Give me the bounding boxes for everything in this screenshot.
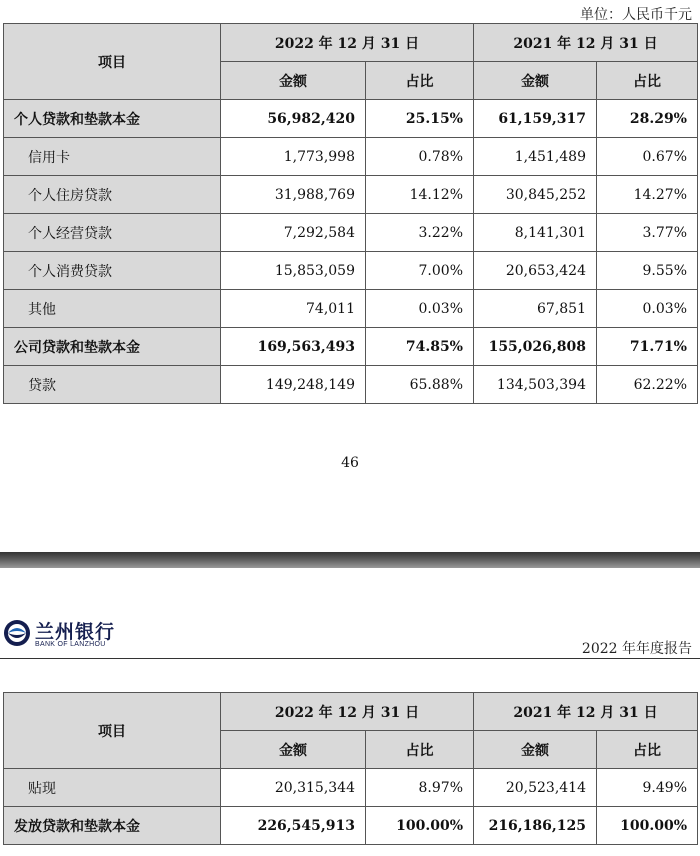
col-header-amount-2021: 金额 [474, 62, 597, 100]
bank-logo-icon [3, 619, 31, 647]
table-row [4, 328, 698, 366]
col-header-amount-2022: 金额 [221, 62, 366, 100]
amount-2022: 169,563,493 [221, 328, 366, 366]
col-header-2022: 2022 年 12 月 31 日 [221, 693, 474, 731]
amount-2021: 8,141,301 [474, 214, 597, 252]
amount-2022: 74,011 [221, 290, 366, 328]
col-header-share-2021: 占比 [597, 62, 698, 100]
share-2021: 0.67% [597, 138, 698, 176]
share-2022: 0.03% [366, 290, 474, 328]
amount-2022: 31,988,769 [221, 176, 366, 214]
amount-2022: 7,292,584 [221, 214, 366, 252]
table-row [4, 366, 698, 404]
row-label: 个人住房贷款 [4, 176, 221, 214]
row-label: 贴现 [4, 769, 221, 807]
share-2022: 7.00% [366, 252, 474, 290]
share-2022: 14.12% [366, 176, 474, 214]
share-2021: 9.49% [597, 769, 698, 807]
header-divider [0, 658, 700, 659]
share-2022: 74.85% [366, 328, 474, 366]
share-2021: 0.03% [597, 290, 698, 328]
unit-label: 单位：人民币千元 [580, 7, 692, 23]
table-row [4, 176, 698, 214]
table-row [4, 769, 698, 807]
share-2022: 100.00% [366, 807, 474, 845]
amount-2022: 149,248,149 [221, 366, 366, 404]
share-2022: 8.97% [366, 769, 474, 807]
row-label: 个人贷款和垫款本金 [4, 100, 221, 138]
table-header-row [4, 693, 698, 731]
amount-2021: 155,026,808 [474, 328, 597, 366]
bank-logo [3, 617, 123, 651]
amount-2021: 134,503,394 [474, 366, 597, 404]
col-header-2021: 2021 年 12 月 31 日 [474, 24, 698, 62]
share-2021: 62.22% [597, 366, 698, 404]
col-header-2022: 2022 年 12 月 31 日 [221, 24, 474, 62]
row-label: 公司贷款和垫款本金 [4, 328, 221, 366]
table-row [4, 807, 698, 845]
share-2022: 0.78% [366, 138, 474, 176]
share-2021: 100.00% [597, 807, 698, 845]
loan-table-top [3, 23, 698, 404]
loan-table-bottom [3, 692, 698, 845]
share-2021: 3.77% [597, 214, 698, 252]
row-label: 其他 [4, 290, 221, 328]
amount-2021: 61,159,317 [474, 100, 597, 138]
amount-2021: 20,523,414 [474, 769, 597, 807]
bank-name-cn: 兰州银行 [35, 621, 116, 643]
row-label: 个人消费贷款 [4, 252, 221, 290]
page-number: 46 [341, 455, 359, 471]
share-2022: 3.22% [366, 214, 474, 252]
amount-2021: 67,851 [474, 290, 597, 328]
col-header-amount-2021: 金额 [474, 731, 597, 769]
share-2021: 9.55% [597, 252, 698, 290]
row-label: 发放贷款和垫款本金 [4, 807, 221, 845]
table-row [4, 100, 698, 138]
amount-2021: 20,653,424 [474, 252, 597, 290]
col-header-2021: 2021 年 12 月 31 日 [474, 693, 698, 731]
col-header-share-2022: 占比 [366, 62, 474, 100]
share-2022: 65.88% [366, 366, 474, 404]
col-header-item: 项目 [4, 24, 221, 100]
table-header-row [4, 24, 698, 62]
share-2021: 14.27% [597, 176, 698, 214]
col-header-share-2022: 占比 [366, 731, 474, 769]
col-header-amount-2022: 金额 [221, 731, 366, 769]
table-row [4, 214, 698, 252]
amount-2022: 15,853,059 [221, 252, 366, 290]
share-2022: 25.15% [366, 100, 474, 138]
amount-2021: 1,451,489 [474, 138, 597, 176]
report-title: 2022 年年度报告 [581, 641, 692, 657]
col-header-share-2021: 占比 [597, 731, 698, 769]
amount-2022: 226,545,913 [221, 807, 366, 845]
table-row [4, 138, 698, 176]
amount-2022: 1,773,998 [221, 138, 366, 176]
row-label: 个人经营贷款 [4, 214, 221, 252]
table-row [4, 290, 698, 328]
table-row [4, 252, 698, 290]
page-break-band [0, 552, 700, 568]
amount-2022: 20,315,344 [221, 769, 366, 807]
amount-2022: 56,982,420 [221, 100, 366, 138]
share-2021: 71.71% [597, 328, 698, 366]
col-header-item: 项目 [4, 693, 221, 769]
bank-name-en: BANK OF LANZHOU [35, 641, 106, 648]
amount-2021: 216,186,125 [474, 807, 597, 845]
row-label: 贷款 [4, 366, 221, 404]
amount-2021: 30,845,252 [474, 176, 597, 214]
share-2021: 28.29% [597, 100, 698, 138]
row-label: 信用卡 [4, 138, 221, 176]
